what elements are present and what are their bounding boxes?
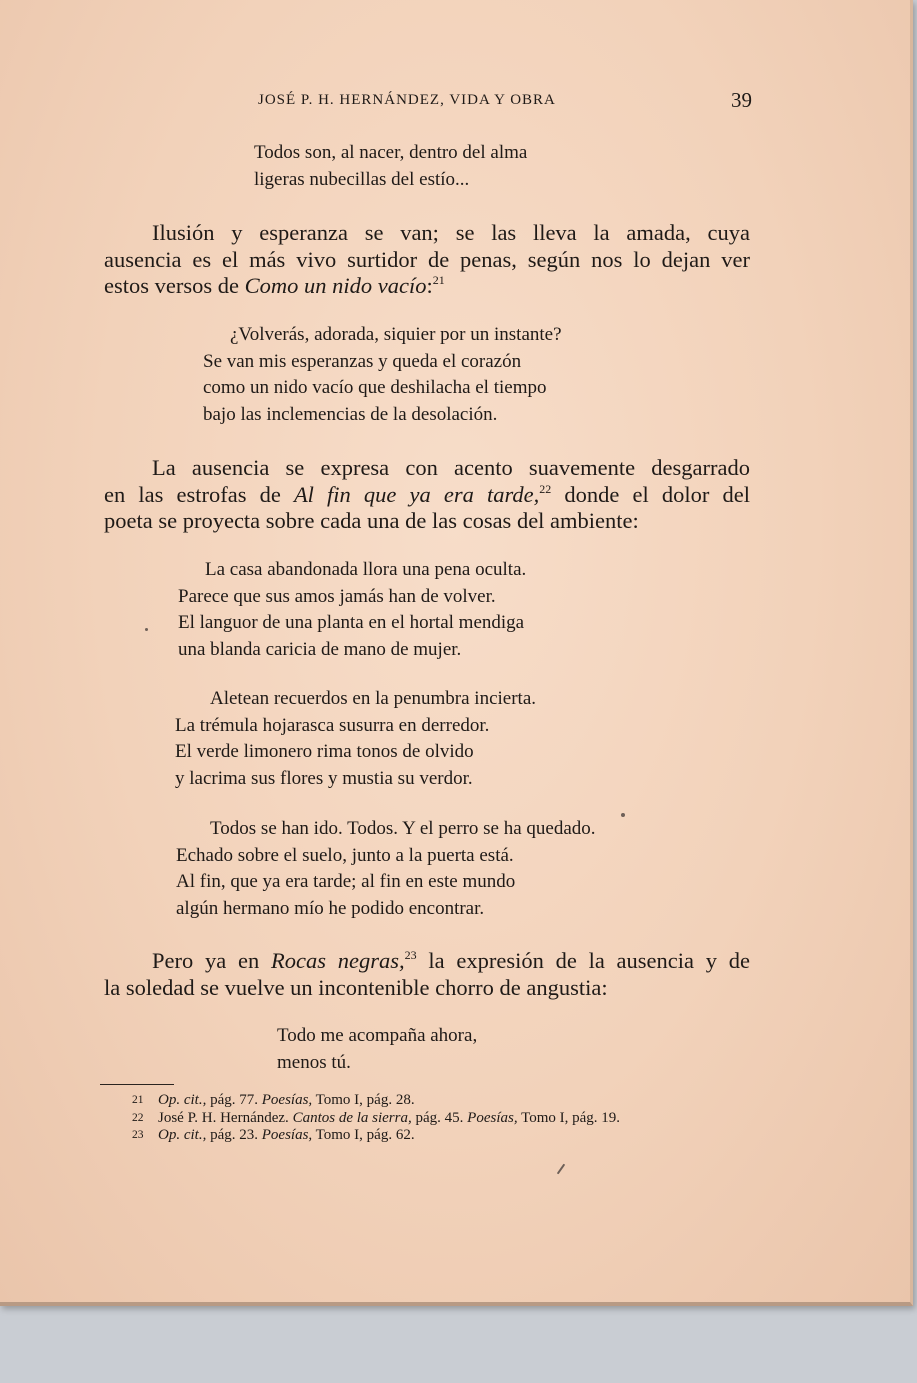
work-title: Al fin que ya era tarde, [293,481,540,507]
footnote-23: 23 Op. cit., pág. 23. Poesías, Tomo I, pág. 62. [132,1127,415,1143]
running-title: JOSÉ P. H. HERNÁNDEZ, VIDA Y OBRA [258,92,556,108]
work-title: Rocas negras, [270,948,405,973]
verse-line: menos tú. [277,1051,351,1073]
verse-quote-1 [254,140,527,193]
verse-line: algún hermano mío he podido encontrar. [176,897,485,919]
verse-line: Todo me acompaña ahora, [277,1025,478,1046]
verse-line: y lacrima sus flores y mustia su verdor. [175,767,473,789]
paragraph-line: estos versos de Como un nido vacío:$^{21}$ [104,273,445,298]
verse-line: una blanda caricia de mano de mujer. [178,638,462,660]
paragraph-line: la soledad se vuelve un incontenible chorro de angustia: [104,974,608,1000]
page-number: 39 [731,88,752,112]
footnote-ref: 21 [432,273,445,287]
verse-line: Todos son, al nacer, dentro del alma [254,142,528,163]
paragraph-3 [104,948,750,1001]
paragraph-line: Ilusión y esperanza se van; se las lleva la amada, cuya [152,220,750,245]
paragraph-line: La ausencia se expresa con acento suavemente desgarrado [152,455,750,480]
footnote-divider [100,1084,174,1085]
paragraph-line: poeta se proyecta sobre cada una de las cosas del ambiente: [104,508,639,533]
verse-line: La trémula hojarasca susurra en derredor. [175,714,490,736]
paragraph-line: ausencia es el más vivo surtidor de penas, según nos lo dejan ver [104,246,750,272]
verse-line: Al fin, que ya era tarde; al fin en este mundo [176,871,516,892]
verse-line: Parece que sus amos jamás han de volver. [178,585,496,607]
footnote-22: 22 José P. H. Hernández. Cantos de la sierra, pág. 45. Poesías, Tomo I, pág. 19. [132,1109,621,1126]
verse-line: Aletean recuerdos en la penumbra incierta. [210,688,537,709]
scan-speck [557,1164,566,1175]
verse-line: Se van mis esperanzas y queda el corazón [203,350,522,372]
verse-line: La casa abandonada llora una pena oculta. [205,559,527,580]
paragraph-2 [104,455,750,535]
footnotes [132,1092,620,1145]
verse-line: ligeras nubecillas del estío... [254,168,470,190]
paragraph-1 [104,220,750,300]
verse-line: ¿Volverás, adorada, siquier por un instante? [230,324,562,345]
verse-quote-2 [203,322,562,428]
paragraph-line: en las estrofas de Al fin que ya era tarde,$^{22}$ donde el dolor del [104,481,750,507]
verse-quote-3 [277,1023,477,1076]
footnote-ref: 23 [404,948,417,962]
scan-speck [145,628,148,631]
stanza-1 [178,557,526,663]
verse-line: bajo las inclemencias de la desolación. [203,403,498,425]
verse-line: Echado sobre el suelo, junto a la puerta está. [176,844,514,866]
scan-speck [621,813,625,817]
paragraph-line: Pero ya en Rocas negras,$^{23}$ la expresión de la ausencia y de [152,948,750,973]
footnote-21: 21 Op. cit., pág. 77. Poesías, Tomo I, pág. 28. [132,1092,415,1108]
verse-line: El verde limonero rima tonos de olvido [175,741,474,762]
footnote-ref: 22 [539,481,552,496]
verse-line: como un nido vacío que deshilacha el tiempo [203,377,547,398]
verse-line: El languor de una planta en el hortal mendiga [178,612,525,633]
stanza-3 [176,816,596,922]
stanza-2 [175,686,536,792]
work-title: Como un nido vacío [244,273,427,298]
verse-line: Todos se han ido. Todos. Y el perro se ha quedado. [210,818,596,839]
